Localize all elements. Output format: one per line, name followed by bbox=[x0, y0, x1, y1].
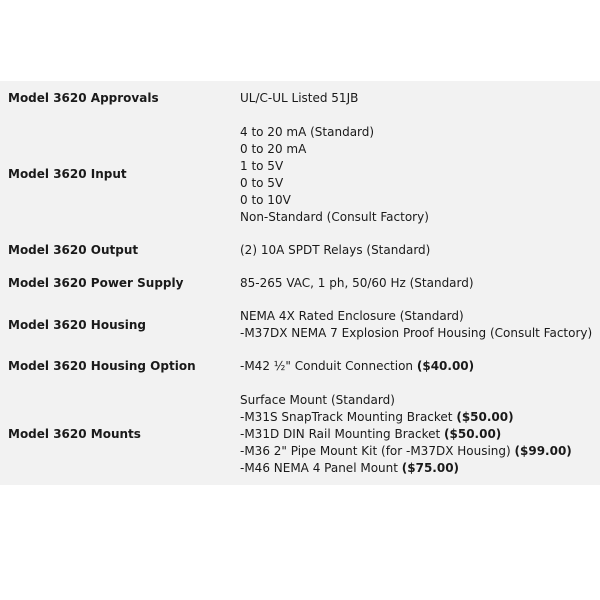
spec-row-power-supply bbox=[0, 267, 600, 300]
price-tag: ($40.00) bbox=[416, 359, 475, 373]
spec-value-line: 0 to 10V bbox=[240, 192, 291, 207]
spec-value-line: Surface Mount (Standard) bbox=[240, 392, 395, 407]
spec-row-output bbox=[0, 234, 600, 267]
price-tag: ($50.00) bbox=[456, 409, 514, 424]
price-tag: ($75.00) bbox=[401, 460, 460, 475]
spec-value bbox=[240, 300, 600, 350]
spec-value-line: 0 to 5V bbox=[240, 175, 284, 190]
spec-label: Model 3620 Approvals bbox=[8, 90, 159, 105]
spec-label: Model 3620 Input bbox=[8, 167, 127, 181]
spec-value bbox=[240, 350, 600, 383]
spec-row-housing bbox=[0, 300, 600, 350]
spec-value-line: 85-265 VAC, 1 ph, 50/60 Hz (Standard) bbox=[240, 276, 474, 290]
price-tag: ($99.00) bbox=[514, 443, 572, 458]
spec-row-housing-option bbox=[0, 350, 600, 383]
spec-value-line: 0 to 20 mA bbox=[240, 141, 307, 156]
spec-value bbox=[240, 81, 600, 115]
spec-table bbox=[0, 81, 600, 485]
spec-label: Model 3620 Housing Option bbox=[8, 359, 196, 373]
spec-value-line: Non-Standard (Consult Factory) bbox=[240, 209, 429, 224]
spec-value bbox=[240, 115, 600, 234]
spec-value-line: -M42 ½" Conduit Connection ($40.00) bbox=[240, 359, 475, 373]
spec-label: Model 3620 Housing bbox=[8, 317, 146, 332]
spec-row-input bbox=[0, 115, 600, 234]
spec-value-line: -M36 2" Pipe Mount Kit (for -M37DX Housing) ($99.00) bbox=[240, 443, 572, 458]
spec-label: Model 3620 Power Supply bbox=[8, 276, 184, 290]
price-tag: ($50.00) bbox=[444, 426, 502, 441]
spec-value bbox=[240, 234, 600, 267]
spec-label: Model 3620 Output bbox=[8, 243, 139, 257]
spec-value-line: -M37DX NEMA 7 Explosion Proof Housing (Consult Factory) bbox=[240, 326, 593, 340]
spec-value bbox=[240, 267, 600, 300]
spec-value bbox=[240, 383, 600, 485]
spec-value-line: -M46 NEMA 4 Panel Mount ($75.00) bbox=[240, 460, 460, 475]
spec-row-mounts bbox=[0, 383, 600, 485]
spec-value-line: UL/C-UL Listed 51JB bbox=[240, 90, 359, 105]
spec-value-line: 4 to 20 mA (Standard) bbox=[240, 124, 375, 139]
spec-value-line: 1 to 5V bbox=[240, 158, 284, 173]
spec-value-line: NEMA 4X Rated Enclosure (Standard) bbox=[240, 309, 464, 323]
spec-label: Model 3620 Mounts bbox=[8, 426, 141, 441]
spec-value-line: (2) 10A SPDT Relays (Standard) bbox=[240, 243, 431, 257]
spec-value-line: -M31D DIN Rail Mounting Bracket ($50.00) bbox=[240, 426, 502, 441]
spec-value-line: -M31S SnapTrack Mounting Bracket ($50.00) bbox=[240, 409, 514, 424]
spec-row-approvals bbox=[0, 81, 600, 115]
